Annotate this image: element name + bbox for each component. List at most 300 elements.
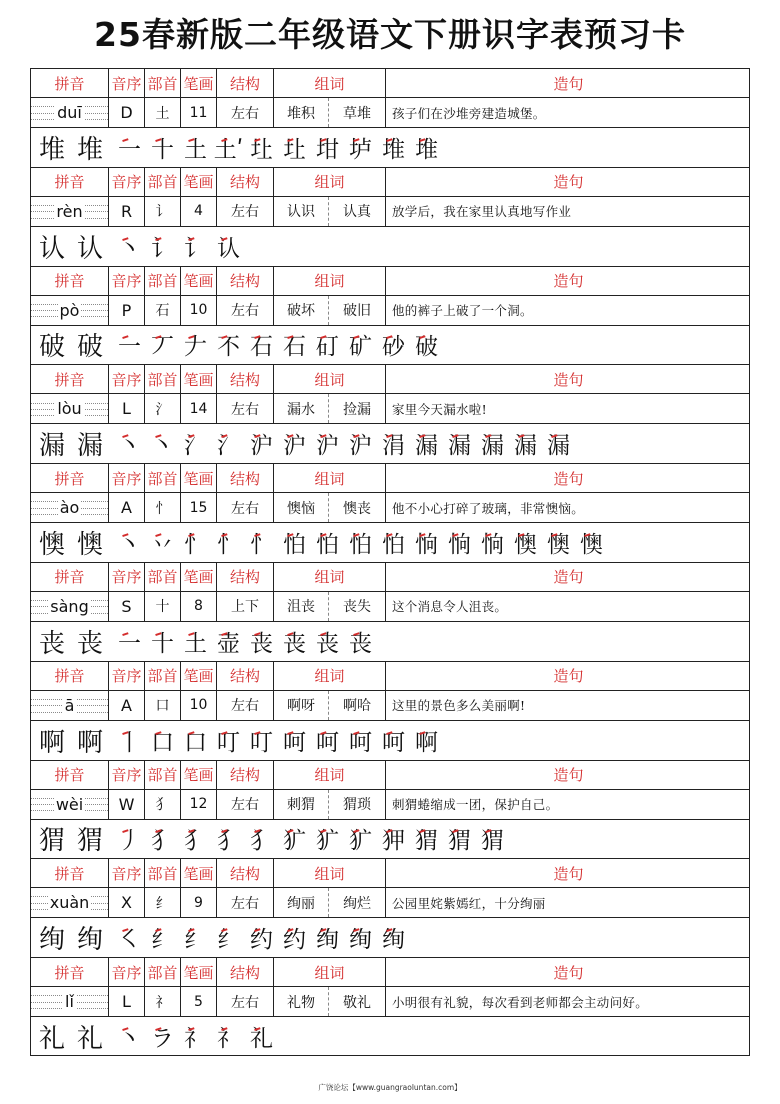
- stroke-order-sequence: [113, 523, 608, 562]
- stroke-count-text: 15: [189, 499, 208, 516]
- word-2: [329, 987, 386, 1016]
- stroke-order-sequence: [113, 326, 443, 365]
- order-letter: [109, 987, 145, 1016]
- stroke-step: 犭: [245, 822, 278, 855]
- stroke-count: [181, 493, 217, 522]
- stroke-practice-row: [30, 226, 750, 266]
- char-entry: [30, 167, 750, 266]
- word-1: [274, 888, 329, 917]
- stroke-step: 犭: [146, 822, 179, 855]
- word-2: [329, 691, 386, 720]
- header-sentence: 造句: [553, 766, 584, 785]
- stroke-step: 圵: [245, 131, 278, 164]
- radical-cell-text: 犭: [155, 797, 170, 814]
- stroke-step: 圵: [278, 131, 311, 164]
- header-radical: 部首: [145, 662, 181, 690]
- word-1-text: 破坏: [287, 303, 315, 320]
- pinyin-cell-text: ā: [64, 695, 75, 715]
- order-letter: [109, 493, 145, 522]
- order-letter-text: X: [121, 893, 132, 913]
- header-pinyin: 拼音: [31, 958, 109, 986]
- stroke-step: 矿: [344, 328, 377, 361]
- stroke-count: [181, 592, 217, 621]
- stroke-count-text: 11: [189, 104, 208, 121]
- practice-character: 啊: [76, 727, 103, 758]
- stroke-step: 呵: [377, 724, 410, 757]
- order-letter-text: R: [120, 201, 133, 221]
- stroke-step: 一: [113, 625, 146, 658]
- stroke-step: 涓: [377, 427, 410, 460]
- stroke-step: 啊: [410, 724, 443, 757]
- stroke-step: 礻: [179, 1020, 212, 1053]
- header-strokes: 笔画: [181, 859, 217, 887]
- header-sentence: 造句: [553, 370, 584, 389]
- stroke-step: 矴: [311, 328, 344, 361]
- order-letter-text: L: [122, 399, 131, 419]
- radical-cell: [145, 197, 181, 226]
- header-structure: 结构: [217, 267, 274, 295]
- stroke-step: 恦: [476, 526, 509, 559]
- order-letter-text: A: [121, 695, 132, 715]
- structure-cell-text: 上下: [231, 599, 259, 616]
- header-row: [30, 68, 750, 97]
- structure-cell-text: 左右: [231, 303, 259, 320]
- header-order: 音序: [109, 563, 145, 591]
- stroke-step: 犷: [278, 822, 311, 855]
- sentence-cell: 公园里姹紫嫣红，十分绚丽: [392, 895, 546, 911]
- header-structure: 结构: [217, 563, 274, 591]
- header-words: 组词: [274, 859, 386, 887]
- structure-cell: [217, 394, 274, 423]
- header-structure: 结构: [217, 464, 274, 492]
- stroke-order-sequence: [113, 918, 410, 957]
- stroke-step: 绚: [377, 921, 410, 954]
- word-2: [329, 394, 386, 423]
- stroke-step: 叮: [245, 724, 278, 757]
- char-entry: [30, 661, 750, 760]
- sentence-cell: 他不小心打碎了玻璃，非常懊恼。: [392, 500, 585, 516]
- data-row: [30, 492, 750, 522]
- header-strokes: 笔画: [181, 365, 217, 393]
- stroke-count-text: 12: [189, 796, 208, 813]
- word-2-text: 破旧: [343, 303, 371, 320]
- stroke-count-text: 10: [189, 697, 208, 714]
- data-row: [30, 97, 750, 127]
- stroke-step: 氵: [212, 427, 245, 460]
- stroke-step: 十: [146, 625, 179, 658]
- stroke-practice-row: [30, 325, 750, 365]
- header-structure: 结构: [217, 859, 274, 887]
- word-2-text: 丧失: [343, 599, 371, 616]
- header-sentence: 造句: [553, 568, 584, 587]
- structure-cell: [217, 888, 274, 917]
- practice-character: 认: [38, 233, 65, 264]
- radical-cell-text: 礻: [155, 994, 170, 1011]
- pinyin-cell: [31, 394, 109, 423]
- radical-cell: [145, 98, 181, 127]
- structure-cell: [217, 691, 274, 720]
- header-order: 音序: [109, 859, 145, 887]
- word-2: [329, 197, 386, 226]
- header-strokes: 笔画: [181, 267, 217, 295]
- order-letter: [109, 790, 145, 819]
- stroke-step: 石: [245, 328, 278, 361]
- stroke-step: 猬: [476, 822, 509, 855]
- stroke-step: 丶: [146, 427, 179, 460]
- radical-cell-text: 十: [155, 599, 170, 616]
- stroke-order-sequence: [113, 227, 245, 266]
- stroke-count-text: 14: [189, 400, 208, 417]
- data-row: [30, 887, 750, 917]
- word-2-text: 猬琐: [343, 797, 371, 814]
- practice-character: 猬: [38, 826, 65, 857]
- stroke-practice-row: [30, 621, 750, 661]
- data-row: [30, 393, 750, 423]
- stroke-count: [181, 98, 217, 127]
- word-2-text: 敬礼: [343, 994, 371, 1011]
- stroke-step: 犷: [311, 822, 344, 855]
- header-words: 组词: [274, 761, 386, 789]
- sentence-cell: 小明很有礼貌，每次看到老师都会主动问好。: [392, 994, 649, 1010]
- order-letter-text: A: [121, 498, 132, 518]
- word-1: [274, 790, 329, 819]
- sentence-cell: 家里今天漏水啦!: [392, 401, 487, 417]
- pinyin-cell-text: wèi: [55, 794, 84, 814]
- stroke-step: 犷: [344, 822, 377, 855]
- header-row: [30, 661, 750, 690]
- radical-cell-text: 土: [155, 105, 170, 122]
- header-pinyin: 拼音: [31, 168, 109, 196]
- word-2: [329, 888, 386, 917]
- stroke-practice-row: [30, 127, 750, 167]
- radical-cell: [145, 493, 181, 522]
- header-radical: 部首: [145, 267, 181, 295]
- pinyin-cell-text: duī: [57, 103, 82, 122]
- char-entry: [30, 957, 750, 1056]
- literacy-sheet: [30, 68, 750, 1056]
- header-pinyin: 拼音: [31, 267, 109, 295]
- header-words: 组词: [274, 464, 386, 492]
- word-2-text: 懊丧: [343, 500, 371, 517]
- stroke-step: 漏: [509, 427, 542, 460]
- char-entry: [30, 463, 750, 562]
- header-order: 音序: [109, 168, 145, 196]
- header-words: 组词: [274, 662, 386, 690]
- stroke-order-sequence: [113, 424, 575, 463]
- stroke-order-sequence: [113, 622, 377, 661]
- structure-cell-text: 左右: [231, 401, 259, 418]
- stroke-practice-row: [30, 1016, 750, 1056]
- stroke-step: 漏: [476, 427, 509, 460]
- header-words: 组词: [274, 958, 386, 986]
- stroke-step: 土ʹ: [212, 131, 245, 164]
- header-radical: 部首: [145, 958, 181, 986]
- header-strokes: 笔画: [181, 563, 217, 591]
- practice-character: 猬: [76, 826, 103, 857]
- word-2: [329, 790, 386, 819]
- stroke-step: 丨: [113, 724, 146, 757]
- practice-character: 丧: [38, 628, 65, 659]
- pinyin-cell-text: lòu: [57, 399, 82, 419]
- header-radical: 部首: [145, 168, 181, 196]
- pinyin-cell: [31, 197, 109, 226]
- char-entry: [30, 562, 750, 661]
- stroke-step: 丶: [113, 1020, 146, 1053]
- pinyin-cell: [31, 592, 109, 621]
- radical-cell-text: 石: [155, 303, 170, 320]
- practice-character: 认: [76, 233, 103, 264]
- header-radical: 部首: [145, 69, 181, 97]
- stroke-step: 纟: [146, 921, 179, 954]
- pinyin-cell: [31, 98, 109, 127]
- header-radical: 部首: [145, 563, 181, 591]
- radical-cell: [145, 394, 181, 423]
- header-order: 音序: [109, 958, 145, 986]
- header-row: [30, 364, 750, 393]
- stroke-count: [181, 987, 217, 1016]
- sentence-cell: 放学后，我在家里认真地写作业: [392, 204, 572, 220]
- stroke-step: 石: [278, 328, 311, 361]
- header-sentence: 造句: [553, 469, 584, 488]
- stroke-step: 绚: [311, 921, 344, 954]
- stroke-step: 猬: [443, 822, 476, 855]
- radical-cell: [145, 592, 181, 621]
- structure-cell-text: 左右: [231, 797, 259, 814]
- header-pinyin: 拼音: [31, 662, 109, 690]
- structure-cell: [217, 493, 274, 522]
- stroke-count: [181, 296, 217, 325]
- stroke-step: 丧: [245, 625, 278, 658]
- header-strokes: 笔画: [181, 168, 217, 196]
- header-order: 音序: [109, 464, 145, 492]
- stroke-count: [181, 790, 217, 819]
- stroke-step: 丶: [113, 526, 146, 559]
- word-1-text: 礼物: [287, 994, 315, 1011]
- order-letter-text: P: [121, 300, 132, 320]
- pinyin-cell-text: ào: [59, 498, 80, 518]
- header-words: 组词: [274, 168, 386, 196]
- char-entry: [30, 858, 750, 957]
- stroke-step: 呵: [311, 724, 344, 757]
- header-sentence: 造句: [553, 963, 584, 982]
- stroke-step: 丶: [113, 230, 146, 263]
- structure-cell-text: 左右: [231, 994, 259, 1011]
- header-words: 组词: [274, 365, 386, 393]
- sentence-cell: 他的裤子上破了一个洞。: [392, 303, 533, 319]
- radical-cell-text: 纟: [155, 895, 170, 912]
- header-strokes: 笔画: [181, 761, 217, 789]
- stroke-step: 土: [179, 625, 212, 658]
- header-strokes: 笔画: [181, 958, 217, 986]
- stroke-order-sequence: [113, 721, 443, 760]
- structure-cell-text: 左右: [231, 204, 259, 221]
- pinyin-cell: [31, 691, 109, 720]
- stroke-step: 沪: [245, 427, 278, 460]
- stroke-step: ラ: [146, 1020, 179, 1053]
- practice-character: 绚: [38, 925, 65, 956]
- stroke-step: 认: [212, 230, 245, 263]
- stroke-step: 土: [179, 131, 212, 164]
- radical-cell: [145, 691, 181, 720]
- stroke-step: 丷: [146, 526, 179, 559]
- radical-cell-text: 忄: [155, 500, 170, 517]
- order-letter: [109, 98, 145, 127]
- pinyin-cell: [31, 987, 109, 1016]
- word-1: [274, 493, 329, 522]
- header-structure: 结构: [217, 168, 274, 196]
- header-pinyin: 拼音: [31, 859, 109, 887]
- order-letter: [109, 888, 145, 917]
- word-1-text: 绚丽: [287, 895, 315, 912]
- stroke-step: 丶: [113, 427, 146, 460]
- stroke-order-sequence: [113, 1017, 278, 1055]
- order-letter-text: D: [120, 103, 133, 122]
- stroke-step: 礻: [212, 1020, 245, 1053]
- word-1: [274, 394, 329, 423]
- structure-cell-text: 左右: [231, 105, 259, 122]
- stroke-count: [181, 197, 217, 226]
- stroke-step: 讠: [179, 230, 212, 263]
- stroke-step: 沪: [311, 427, 344, 460]
- stroke-count-text: 5: [194, 993, 203, 1010]
- header-row: [30, 463, 750, 492]
- header-structure: 结构: [217, 662, 274, 690]
- stroke-step: 忄: [245, 526, 278, 559]
- word-2-text: 绚烂: [343, 895, 371, 912]
- practice-character: 懊: [38, 530, 65, 561]
- radical-cell-text: 讠: [155, 204, 170, 221]
- stroke-step: 垆: [344, 131, 377, 164]
- stroke-step: 怕: [377, 526, 410, 559]
- stroke-step: 丧: [344, 625, 377, 658]
- word-1-text: 沮丧: [287, 599, 315, 616]
- stroke-step: 呵: [344, 724, 377, 757]
- stroke-step: 叮: [212, 724, 245, 757]
- structure-cell: [217, 296, 274, 325]
- stroke-step: 纟: [179, 921, 212, 954]
- header-radical: 部首: [145, 859, 181, 887]
- sentence-cell: 刺猬蜷缩成一团，保护自己。: [392, 797, 559, 813]
- header-order: 音序: [109, 662, 145, 690]
- stroke-step: 氵: [179, 427, 212, 460]
- structure-cell: [217, 98, 274, 127]
- header-structure: 结构: [217, 958, 274, 986]
- stroke-step: 约: [245, 921, 278, 954]
- header-order: 音序: [109, 761, 145, 789]
- stroke-step: 十: [146, 131, 179, 164]
- order-letter-text: W: [118, 794, 135, 814]
- stroke-count: [181, 394, 217, 423]
- stroke-count: [181, 888, 217, 917]
- practice-character: 破: [38, 332, 65, 363]
- stroke-step: 呵: [278, 724, 311, 757]
- header-pinyin: 拼音: [31, 563, 109, 591]
- stroke-step: 丆: [146, 328, 179, 361]
- word-2-text: 草堆: [343, 105, 371, 122]
- stroke-step: 一: [113, 131, 146, 164]
- stroke-count-text: 9: [194, 894, 203, 911]
- stroke-step: 约: [278, 921, 311, 954]
- practice-character: 绚: [76, 925, 103, 956]
- stroke-step: 懊: [575, 526, 608, 559]
- word-2: [329, 296, 386, 325]
- header-structure: 结构: [217, 69, 274, 97]
- word-1: [274, 987, 329, 1016]
- header-strokes: 笔画: [181, 662, 217, 690]
- structure-cell-text: 左右: [231, 500, 259, 517]
- structure-cell: [217, 197, 274, 226]
- stroke-step: 犭: [179, 822, 212, 855]
- header-radical: 部首: [145, 365, 181, 393]
- stroke-count-text: 8: [194, 598, 203, 615]
- stroke-step: 坩: [311, 131, 344, 164]
- stroke-step: 狎: [377, 822, 410, 855]
- stroke-order-sequence: [113, 820, 509, 859]
- word-1-text: 啊呀: [287, 698, 315, 715]
- stroke-step: 恦: [443, 526, 476, 559]
- stroke-step: 沪: [344, 427, 377, 460]
- stroke-step: 懊: [509, 526, 542, 559]
- pinyin-cell: [31, 296, 109, 325]
- word-2-text: 认真: [343, 204, 371, 221]
- stroke-step: 口: [146, 724, 179, 757]
- header-structure: 结构: [217, 761, 274, 789]
- stroke-step: 怕: [344, 526, 377, 559]
- header-row: [30, 957, 750, 986]
- stroke-step: 礼: [245, 1020, 278, 1053]
- stroke-step: 𠂇: [179, 328, 212, 361]
- header-row: [30, 562, 750, 591]
- stroke-step: 壶: [212, 625, 245, 658]
- stroke-step: 纟: [212, 921, 245, 954]
- header-sentence: 造句: [553, 864, 584, 883]
- radical-cell-text: 氵: [155, 401, 170, 418]
- order-letter: [109, 592, 145, 621]
- radical-cell-text: 口: [155, 698, 170, 715]
- order-letter-text: S: [121, 596, 132, 616]
- char-entry: [30, 364, 750, 463]
- stroke-step: 不: [212, 328, 245, 361]
- char-entry: [30, 266, 750, 365]
- stroke-step: 忄: [212, 526, 245, 559]
- order-letter: [109, 691, 145, 720]
- header-sentence: 造句: [553, 272, 584, 291]
- word-1-text: 漏水: [287, 401, 315, 418]
- stroke-step: 懊: [542, 526, 575, 559]
- structure-cell-text: 左右: [231, 895, 259, 912]
- char-entry: [30, 760, 750, 859]
- stroke-practice-row: [30, 522, 750, 562]
- radical-cell: [145, 888, 181, 917]
- practice-character: 懊: [76, 530, 103, 561]
- stroke-step: 砂: [377, 328, 410, 361]
- stroke-step: 忄: [179, 526, 212, 559]
- header-sentence: 造句: [553, 173, 584, 192]
- stroke-practice-row: [30, 917, 750, 957]
- practice-character: 啊: [38, 727, 65, 758]
- stroke-practice-row: [30, 819, 750, 859]
- pinyin-cell-text: lǐ: [65, 992, 74, 1012]
- header-row: [30, 266, 750, 295]
- word-1: [274, 691, 329, 720]
- pinyin-cell-text: xuàn: [49, 893, 90, 913]
- stroke-step: 怕: [278, 526, 311, 559]
- data-row: [30, 690, 750, 720]
- word-1: [274, 197, 329, 226]
- word-1: [274, 98, 329, 127]
- header-sentence: 造句: [553, 667, 584, 686]
- header-row: [30, 760, 750, 789]
